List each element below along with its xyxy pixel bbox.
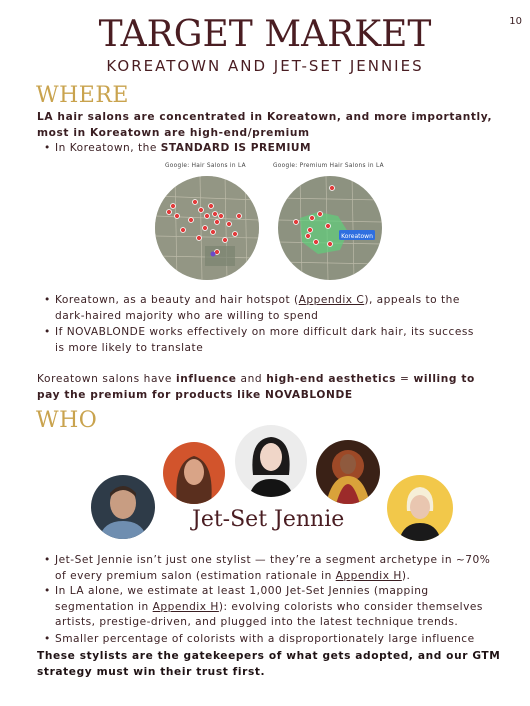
summary-text: Koreatown salons have: [37, 373, 177, 385]
bullet-text: segmentation in: [55, 600, 153, 613]
bullet-text: If NOVABLONDE works effectively on more difficult dark hair, its success: [55, 326, 474, 338]
bullet-text: Smaller percentage of colorists with a disproportionately large influence: [55, 633, 475, 645]
closing-line-1: These stylists are the gatekeepers of what gets adopted, and our GTM: [37, 650, 501, 662]
who-heading: WHO: [36, 408, 98, 433]
bullet-dot: •: [44, 326, 51, 338]
persona-label: Jet-Set Jennie: [192, 507, 345, 532]
page-number: 10: [509, 16, 522, 27]
summary-text: =: [396, 373, 414, 385]
avatar-woman-blonde: [387, 475, 453, 541]
where-lead-line-2: most in Koreatown are high-end/premium: [37, 127, 310, 139]
who-bullet-estimate: [41, 584, 515, 631]
where-lead: [37, 109, 507, 141]
appendix-h-link[interactable]: Appendix H: [335, 569, 402, 582]
bullet-text: dark-haired majority who are willing to spend: [55, 309, 319, 322]
summary-bold: willing to: [413, 373, 475, 385]
bullet-text: ).: [401, 569, 411, 582]
avatar-woman-gold-dress: [316, 440, 380, 504]
bullet-text: ), appeals to the: [364, 294, 460, 306]
avatar-man: [91, 475, 155, 539]
who-bullet-archetype: [41, 553, 515, 584]
bullet-dot: •: [44, 554, 51, 566]
bullet-text: Koreatown, as a beauty and hair hotspot (: [55, 294, 299, 306]
bullet-dot: •: [44, 294, 51, 306]
bullet-text: artists, prestige-driven, and plugged into the latest technique trends.: [55, 616, 459, 629]
bullet-text: is more likely to translate: [55, 341, 204, 354]
summary-text: and: [236, 373, 267, 385]
closing-statement: [37, 648, 517, 680]
where-heading: WHERE: [36, 83, 129, 108]
bullet-text: In LA alone, we estimate at least 1,000 Jet-Set Jennies (mapping: [55, 585, 429, 597]
bullet-bold: STANDARD IS PREMIUM: [160, 142, 312, 154]
bullet-text: of every premium salon (estimation rationale in: [55, 569, 336, 582]
map-hair-salons: [155, 176, 259, 280]
map-caption-2: Google: Premium Hair Salons in LA: [273, 163, 384, 169]
where-summary: [37, 371, 517, 403]
where-bullet-dark-hair: [41, 325, 515, 356]
map-caption-1: Google: Hair Salons in LA: [165, 163, 246, 169]
closing-line-2: strategy must win their trust first.: [37, 666, 266, 678]
page-title: TARGET MARKET: [98, 14, 432, 55]
bullet-text: In Koreatown, the: [55, 142, 161, 154]
bullet-dot: •: [44, 142, 51, 154]
appendix-h-link[interactable]: Appendix H: [152, 600, 219, 613]
bullet-text: Jet-Set Jennie isn’t just one stylist — they’re a segment archetype in ~70%: [55, 554, 491, 566]
avatar-woman-red: [163, 442, 225, 504]
where-bullet-hotspot: [41, 293, 515, 324]
page-subtitle: KOREATOWN AND JET-SET JENNIES: [106, 57, 424, 75]
where-lead-line-1: LA hair salons are concentrated in Koreatown, and more importantly,: [37, 111, 493, 123]
avatar-woman-black: [235, 425, 307, 497]
summary-bold: high-end aesthetics: [266, 373, 397, 385]
koreatown-label: Koreatown: [341, 232, 373, 240]
who-bullet-influence: [41, 632, 515, 648]
where-bullet-standard: [41, 141, 515, 157]
bullet-text: ): evolving colorists who consider themselves: [218, 600, 483, 613]
map-premium-salons: [278, 176, 382, 280]
bullet-dot: •: [44, 633, 51, 645]
appendix-c-link[interactable]: Appendix C: [298, 294, 365, 306]
summary-bold: pay the premium for products like NOVABLONDE: [37, 389, 353, 401]
summary-bold: influence: [176, 373, 237, 385]
bullet-dot: •: [44, 585, 51, 597]
